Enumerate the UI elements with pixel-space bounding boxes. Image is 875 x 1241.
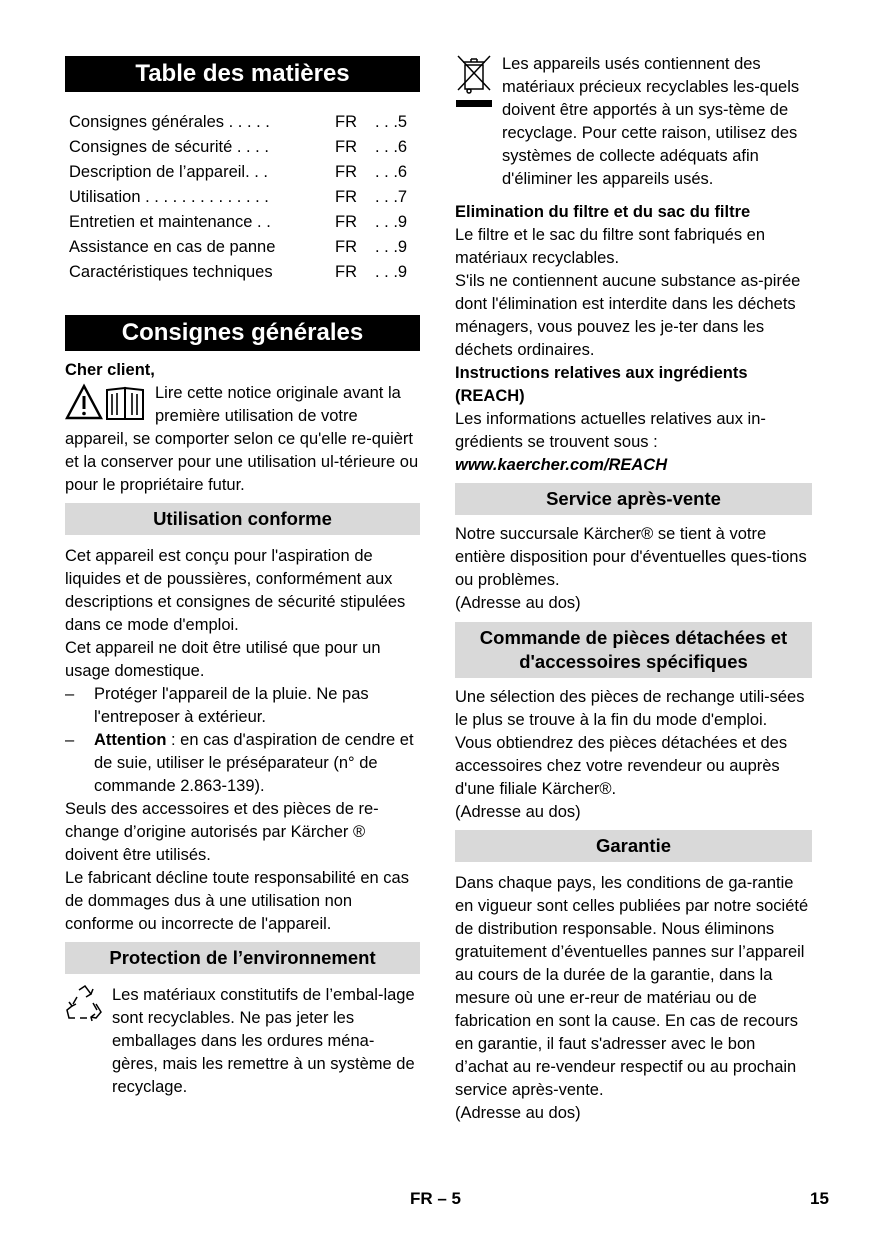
toc-page: . . .9 — [375, 238, 408, 256]
usage-paragraph: Seuls des accessoires et des pièces de re-change d’origine autorisés par Kärcher ® doivent être utilisés. — [65, 800, 379, 864]
toc-lang: FR — [335, 238, 357, 256]
toc-lang: FR — [335, 163, 357, 181]
intro-block — [65, 382, 420, 428]
toc-page: . . .7 — [375, 188, 408, 206]
salutation: Cher client, — [65, 361, 155, 379]
toc-title: Utilisation . . . . . . . . . . . . . . — [69, 188, 269, 206]
table-of-contents — [65, 110, 420, 285]
left-column — [65, 56, 420, 1099]
right-column — [455, 56, 812, 1125]
toc-title: Entretien et maintenance . . — [69, 213, 271, 231]
general-heading: Consignes générales — [65, 315, 420, 351]
filter-paragraph: S'ils ne contiennent aucune substance as-pirée dont l'élimination est interdite dans les déchets ménagers, vous pouvez les je-ter dans les déchets ordinaires. — [455, 272, 801, 359]
usage-paragraph: Cet appareil ne doit être utilisé que pour un usage domestique. — [65, 639, 381, 680]
usage-paragraph: Cet appareil est conçu pour l'aspiration de liquides et de poussières, conformément aux descriptions et consignes de sécurité stipulées dans ce mode d'emploi. — [65, 547, 406, 634]
packaging-text: Les matériaux constitutifs de l’embal-lage sont recyclables. Ne pas jeter les emballages dans les ordures ména-gères, mais les remettre à un système de recyclage. — [112, 986, 415, 1096]
toc-row[interactable] — [65, 185, 420, 210]
footer-page-label: FR – 5 — [410, 1189, 462, 1208]
attention-label: Attention — [94, 731, 167, 749]
recycle-icon — [65, 984, 112, 1099]
reach-paragraph: Les informations actuelles relatives aux in-grédients se trouvent sous : — [455, 410, 766, 451]
list-item-text — [94, 729, 420, 798]
toc-heading: Table des matières — [65, 56, 420, 92]
toc-title: Consignes de sécurité . . . . — [69, 138, 269, 156]
toc-row[interactable] — [65, 135, 420, 160]
service-address: (Adresse au dos) — [455, 594, 581, 612]
warning-manual-icons — [65, 382, 155, 428]
environment-heading: Protection de l’environnement — [65, 942, 420, 974]
toc-page: . . .9 — [375, 213, 408, 231]
parts-heading: Commande de pièces détachées et d'accessoires spécifiques — [455, 622, 812, 678]
toc-title: Assistance en cas de panne — [69, 238, 276, 256]
parts-paragraph: Vous obtiendrez des pièces détachées et des accessoires chez votre revendeur ou auprès d'une filiale Kärcher®. — [455, 734, 788, 798]
toc-title: Description de l’appareil. . . — [69, 163, 269, 181]
list-item-text: Protéger l'appareil de la pluie. Ne pas l'entreposer à extérieur. — [94, 685, 369, 726]
filter-heading: Elimination du filtre et du sac du filtre — [455, 203, 751, 221]
warning-triangle-icon — [67, 386, 101, 418]
crossed-bin-icon — [455, 53, 502, 191]
toc-row[interactable] — [65, 160, 420, 185]
toc-row[interactable] — [65, 210, 420, 235]
warranty-heading: Garantie — [455, 830, 812, 862]
usage-heading: Utilisation conforme — [65, 503, 420, 535]
attention-text: : en cas d'aspiration de cendre et de suie, utiliser le préséparateur (n° de commande 2.863-139). — [94, 731, 414, 795]
toc-lang: FR — [335, 263, 357, 281]
toc-lang: FR — [335, 188, 357, 206]
toc-lang: FR — [335, 138, 357, 156]
warranty-address: (Adresse au dos) — [455, 1104, 581, 1122]
toc-page: . . .6 — [375, 163, 408, 181]
usage-paragraph: Le fabricant décline toute responsabilité en cas de dommages dus à une utilisation non conforme ou incorrecte de l'appareil. — [65, 869, 409, 933]
parts-paragraph: Une sélection des pièces de rechange utili-sées le plus se trouve à la fin du mode d'emploi. — [455, 688, 805, 729]
toc-row[interactable] — [65, 110, 420, 135]
list-item — [65, 729, 420, 798]
toc-page: . . .5 — [375, 113, 408, 131]
toc-page: . . .6 — [375, 138, 408, 156]
reach-link[interactable]: www.kaercher.com/REACH — [455, 456, 668, 474]
toc-lang: FR — [335, 213, 357, 231]
filter-paragraph: Le filtre et le sac du filtre sont fabriqués en matériaux recyclables. — [455, 226, 766, 267]
service-heading: Service après-vente — [455, 483, 812, 515]
devices-block — [455, 53, 812, 191]
reach-heading: Instructions relatives aux ingrédients (REACH) — [455, 364, 748, 405]
toc-page: . . .9 — [375, 263, 408, 281]
manual-book-icon — [107, 388, 143, 419]
toc-row[interactable] — [65, 260, 420, 285]
toc-lang: FR — [335, 113, 357, 131]
footer-page-number: 15 — [810, 1189, 829, 1208]
intro-rest-text: appareil, se comporter selon ce qu'elle re-quièrt et la conserver pour une utilisation ul-térieure ou pour le propriétaire futur. — [65, 430, 419, 494]
list-dash: – — [65, 731, 75, 749]
packaging-block — [65, 984, 420, 1099]
service-paragraph: Notre succursale Kärcher® se tient à votre entière disposition pour d'éventuelles ques-tions ou problèmes. — [455, 525, 807, 589]
toc-row[interactable] — [65, 235, 420, 260]
toc-title: Consignes générales . . . . . — [69, 113, 270, 131]
list-dash: – — [65, 685, 75, 703]
devices-text: Les appareils usés contiennent des matériaux précieux recyclables les-quels doivent être apportés à un sys-tème de recyclage. Pour cette raison, utilisez des systèmes de collecte adéquats afin d'éliminer les appareils usés. — [502, 55, 800, 188]
parts-address: (Adresse au dos) — [455, 803, 581, 821]
warranty-paragraph: Dans chaque pays, les conditions de ga-rantie en vigueur sont celles publiées par notre société de distribution responsable. Nous éliminons gratuitement d’éventuelles pannes sur l’appareil au cours de la durée de la garantie, dans la mesure où une er-reur de matériau ou de fabrication en sont la cause. En cas de recours en garantie, il faut s'adresser avec le bon d’achat au re-vendeur respectif ou au prochain service après-vente. — [455, 874, 809, 1099]
toc-title: Caractéristiques techniques — [69, 263, 273, 281]
list-item — [65, 683, 420, 729]
intro-first-text: Lire cette notice originale avant la première utilisation de votre — [155, 384, 401, 425]
